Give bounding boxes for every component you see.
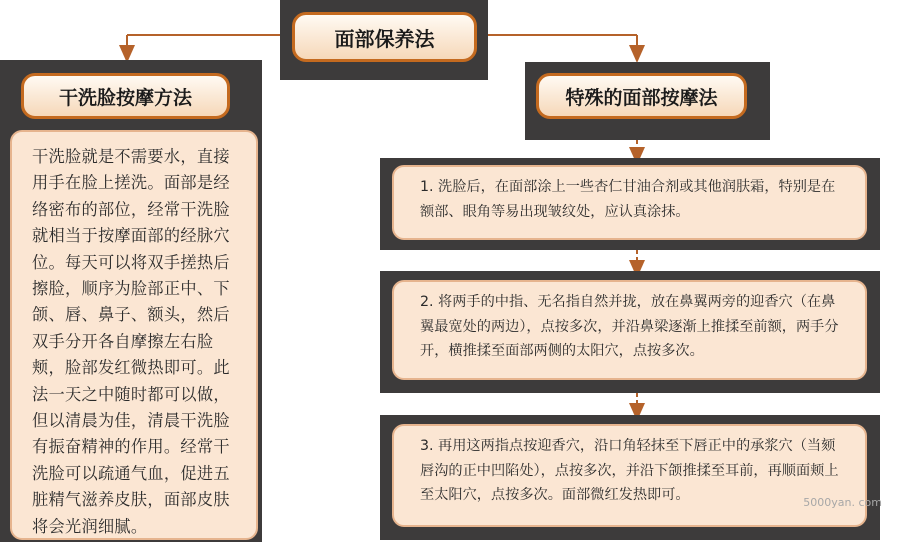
left-branch-title: 干洗脸按摩方法 [58, 86, 192, 109]
left-branch-card [10, 130, 258, 540]
right-branch-title-node [536, 73, 747, 119]
step-1-text: 1. 洗脸后，在面部涂上一些杏仁甘油合剂或其他润肤霜，特别是在额部、眼角等易出现皱纹处，应认真涂抹。 [420, 179, 836, 220]
watermark: 5000yan. com [803, 496, 882, 509]
root-node [292, 12, 477, 62]
step-2-text: 2. 将两手的中指、无名指自然并拢，放在鼻翼两旁的迎香穴（在鼻翼最宽处的两边），点按多次，并沿鼻梁逐渐上推揉至前额，两手分开，横推揉至面部两侧的太阳穴，点按多次。 [420, 294, 839, 359]
root-title: 面部保养法 [334, 26, 435, 51]
step-2-card [392, 280, 867, 380]
right-branch-title: 特殊的面部按摩法 [565, 86, 718, 109]
step-3-card [392, 424, 867, 527]
root-left-connector [127, 35, 292, 55]
step-1-card [392, 165, 867, 240]
root-right-connector [477, 35, 637, 55]
left-branch-body: 干洗脸就是不需要水，直接用手在脸上搓洗。面部是经络密布的部位，经常干洗脸就相当于按摩面部的经脉穴位。每天可以将双手搓热后擦脸，顺序为脸部正中、下颌、唇、鼻子、额头，然后双手分开各自摩擦左右脸颊，脸部发红微热即可。此法一天之中随时都可以做，但以清晨为佳，清晨干洗脸有振奋精神的作用。经常干洗脸可以疏通气血，促进五脏精气滋养皮肤，面部皮肤将会光润细腻。 [32, 147, 230, 536]
left-branch-title-node [21, 73, 230, 119]
step-3-text: 3. 再用这两指点按迎香穴，沿口角轻抹至下唇正中的承浆穴（当颏唇沟的正中凹陷处），点按多次，并沿下颌推揉至耳前，再顺面颊上至太阳穴，点按多次。面部微红发热即可。 [420, 438, 839, 503]
